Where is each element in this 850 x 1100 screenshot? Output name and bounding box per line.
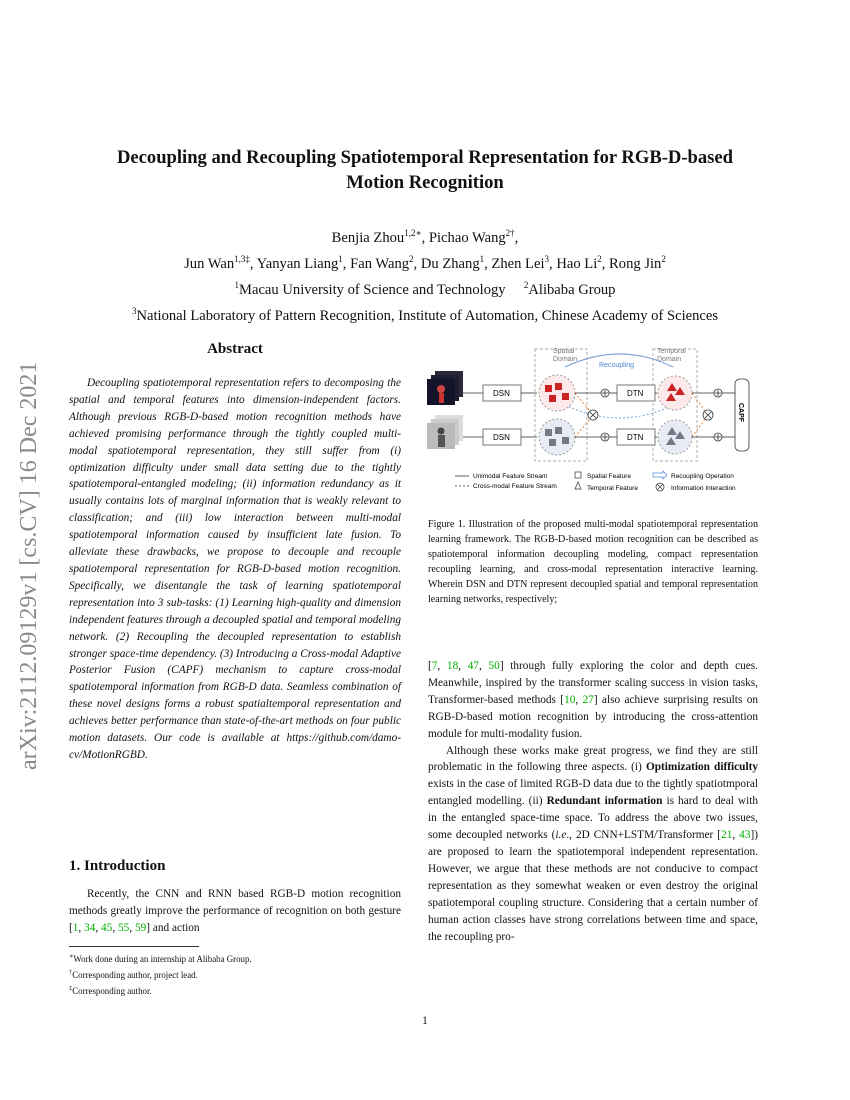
footnote <box>69 966 401 982</box>
citation-link[interactable]: 45 <box>101 921 113 934</box>
citation-link[interactable]: 10 <box>564 693 576 706</box>
triangle-icon <box>575 482 581 489</box>
figure-caption: Figure 1. Illustration of the proposed multi-modal spatiotemporal representation learning framework. The RGB-D-based motion recognition can be described as spatiotemporal information decoupling modeling, compact representation recoupling learning, and cross-modal representation interactive learning. Wherein DSN and DTN represent decoupled spatial and temporal representation learning networks, respectively; <box>428 519 758 605</box>
arxiv-stamp <box>2 300 48 780</box>
footnotes <box>69 950 401 998</box>
temporal-feature-cluster-rgb <box>658 376 692 410</box>
title-line-2: Motion Recognition <box>346 172 504 193</box>
legend-recoupling: Recoupling Operation <box>671 473 734 480</box>
citation-link[interactable]: 47 <box>467 660 480 672</box>
right-paragraph-2: Although these works make great progress, we find they are still problematic in the following three aspects. (i) Optimization difficulty exists in the case of limited RGB-D data due to the tightly spatiotmporal entangled modelling. (ii) Redundant information is hard to deal with in the entangled space-time space. To address the above two issues, some decoupled networks (i.e., 2D CNN+LSTM/Transformer [21, 43]) are proposed to learn the spatiotemporal independent representation. However, we argue that these methods are not conducive to compact representation as they somewhat weaken or even destroy the original spatiotemporal coupling structure. Considering that a certain number of human action classes have strong correlations between time and space, the recoupling pro- <box>428 744 759 943</box>
author-name: , Du Zhang <box>413 255 480 272</box>
spatial-domain-label-1: Spatial <box>553 348 575 355</box>
author-affiliation-mark: 3 <box>544 253 550 264</box>
temporal-domain-label-1: Temporal <box>657 348 686 355</box>
author-affiliation-mark: 1,3‡ <box>234 253 250 264</box>
citation-link[interactable]: 59 <box>134 921 147 934</box>
abstract-text: Decoupling spatiotemporal representation refers to decomposing the spatial and temporal features into dimension-independent factors. Although previous RGB-D-based motion recognition methods have achieved promising performance through the tightly coupled multi-modal spatiotemporal representation, they still suffer from (i) optimization difficulty under small data setting due to the tightly spatiotemporal-entangled modeling; (ii) information redundancy as it usually contains lots of marginal information that is weakly relevant to classification; and (iii) low interaction between multi-modal spatiotemporal information caused by insufficient late fusion. To alleviate these drawbacks, we propose to decouple and recouple spatiotemporal representation for RGB-D-based motion recognition. Specifically, we disentangle the task of learning spatiotemporal representation into 3 sub-tasks: (1) Learning high-quality and dimension independent features through a decoupled spatial and temporal modeling network. (2) Recoupling the decoupled representation to establish stronger space-time dependency. (3) Introducing a Cross-modal Adaptive Posterior Fusion (CAPF) mechanism to capture cross-modal spatiotemporal information from RGB-D data. Seamless combination of these novel designs forms a robust spatialtemporal representation and achieves better performance than state-of-the-art methods on four public motion datasets. Our code is available at https://github.com/damo-cv/MotionRGBD. <box>69 377 401 761</box>
abstract-heading: Abstract <box>207 341 263 357</box>
citation-link[interactable]: 55 <box>117 921 130 934</box>
author-name: , <box>514 229 519 246</box>
affiliation-nlpr: National Laboratory of Pattern Recognition, Institute of Automation, Chinese Academy of Sciences <box>136 307 719 324</box>
citations-c: 21, 43 <box>721 829 751 842</box>
legend-spatial-feature: Spatial Feature <box>587 473 632 480</box>
author-name: , Hao Li <box>549 255 598 272</box>
footnote-mark: ∗ <box>69 953 74 960</box>
footnote-mark: † <box>69 968 73 976</box>
intro-citations: 1, 34, 45, 55, 59 <box>72 921 147 934</box>
author-affiliation-mark: 2† <box>505 228 515 238</box>
paper-title <box>60 145 790 195</box>
intro-heading: 1. Introduction <box>69 858 166 874</box>
depth-frames <box>427 415 463 449</box>
capf-label: CAPF <box>737 403 744 423</box>
author-affiliation-mark: 1 <box>479 253 485 264</box>
citation-link[interactable]: 18 <box>446 660 459 672</box>
citation-link[interactable]: 7 <box>431 660 438 672</box>
author-block <box>60 223 790 326</box>
author-name: Benjia Zhou <box>331 229 405 246</box>
citation-link[interactable]: 1 <box>72 921 79 934</box>
authors-line-2 <box>60 249 790 275</box>
footnote-text: Work done during an internship at Alibaba Group. <box>73 953 252 964</box>
dsn-label-depth: DSN <box>493 433 510 442</box>
rgb-frames <box>427 371 463 405</box>
author-name: , Zhen Lei <box>484 255 545 272</box>
footnote-mark: ‡ <box>69 984 73 992</box>
dsn-label-rgb: DSN <box>493 389 510 398</box>
citation-link[interactable]: 21 <box>721 829 733 842</box>
author-affiliation-mark: 2 <box>661 253 666 264</box>
author-affiliation-mark: 1 <box>338 253 343 264</box>
figure-1 <box>425 345 765 497</box>
footnote-text: Corresponding author. <box>72 985 152 996</box>
author-name: , Fan Wang <box>342 255 410 272</box>
right-column-text <box>428 658 758 945</box>
author-name: , Yanyan Liang <box>249 255 339 272</box>
temporal-feature-cluster-depth <box>658 420 692 454</box>
authors-line-1 <box>60 223 790 249</box>
footnote <box>69 950 401 966</box>
author-affiliation-mark: 2 <box>597 253 602 264</box>
citations-b: 10, 27 <box>564 693 594 706</box>
footnote <box>69 982 401 998</box>
legend-interaction: Information Interaction <box>671 485 736 492</box>
temporal-domain-label-2: Domain <box>657 356 682 363</box>
author-name: , Rong Jin <box>601 255 662 272</box>
legend-crossmodal: Cross-modal Feature Stream <box>473 483 557 490</box>
spatial-feature-cluster-depth <box>539 419 575 455</box>
affiliations-line-2: $^3$National Laboratory of Pattern Recognition, Institute of Automation, Chinese Academy of Sciences <box>131 305 719 324</box>
legend-unimodal: Unimodal Feature Stream <box>473 473 548 480</box>
recoupling-label: Recoupling <box>599 362 635 369</box>
right-paragraph-1: [7, 18, 47, 50] through fully exploring the color and depth cues. Meanwhile, inspired by the transformer scaling success in vision tasks, Transformer-based methods [10, 27] also achieve surprising results on RGB-D-based motion recognition by introducing the cross-attention module for multi-modality fusion. <box>428 660 759 740</box>
legend-temporal-feature: Temporal Feature <box>587 485 638 492</box>
author-affiliation-mark: 1,2∗ <box>404 228 422 238</box>
citation-link[interactable]: 34 <box>84 921 96 934</box>
footnote-rule <box>69 946 199 947</box>
citation-link[interactable]: 43 <box>739 829 751 842</box>
author-name: Jun Wan <box>184 255 235 272</box>
dtn-label-rgb: DTN <box>627 389 644 398</box>
author-affiliation-mark: 2 <box>409 253 414 264</box>
citation-link[interactable]: 27 <box>582 693 594 706</box>
arxiv-stamp-text: arXiv:2112.09129v1 [cs.CV] 16 Dec 2021 <box>16 361 42 770</box>
figure-legend <box>455 471 736 492</box>
intro-paragraph: Recently, the CNN and RNN based RGB-D motion recognition methods greatly improve the performance of recognition on both gesture [1, 34, 45, 55, 59] and action <box>69 888 401 934</box>
citation-link[interactable]: 50 <box>488 660 500 672</box>
spatial-feature-cluster-rgb <box>539 375 575 411</box>
author-name: , Pichao Wang <box>421 229 506 246</box>
spatial-domain-label-2: Domain <box>553 356 578 363</box>
affiliation-alibaba: Alibaba Group <box>528 281 616 298</box>
dtn-label-depth: DTN <box>627 433 644 442</box>
affiliation-macau: Macau University of Science and Technology <box>239 281 506 298</box>
affiliations-line-1: $^1$Macau University of Science and Technology $^2$Alibaba Group <box>234 279 616 298</box>
recoupling-arrow-icon <box>653 471 667 479</box>
square-icon <box>575 472 581 478</box>
recoupling-arc-lower <box>565 405 673 418</box>
citations-a: 7, 18, 47, 50 <box>431 660 500 672</box>
title-line-1: Decoupling and Recoupling Spatiotemporal Representation for RGB-D-based <box>116 147 734 168</box>
footnote-text: Corresponding author, project lead. <box>72 969 198 980</box>
page-number: 1 <box>422 1015 428 1027</box>
